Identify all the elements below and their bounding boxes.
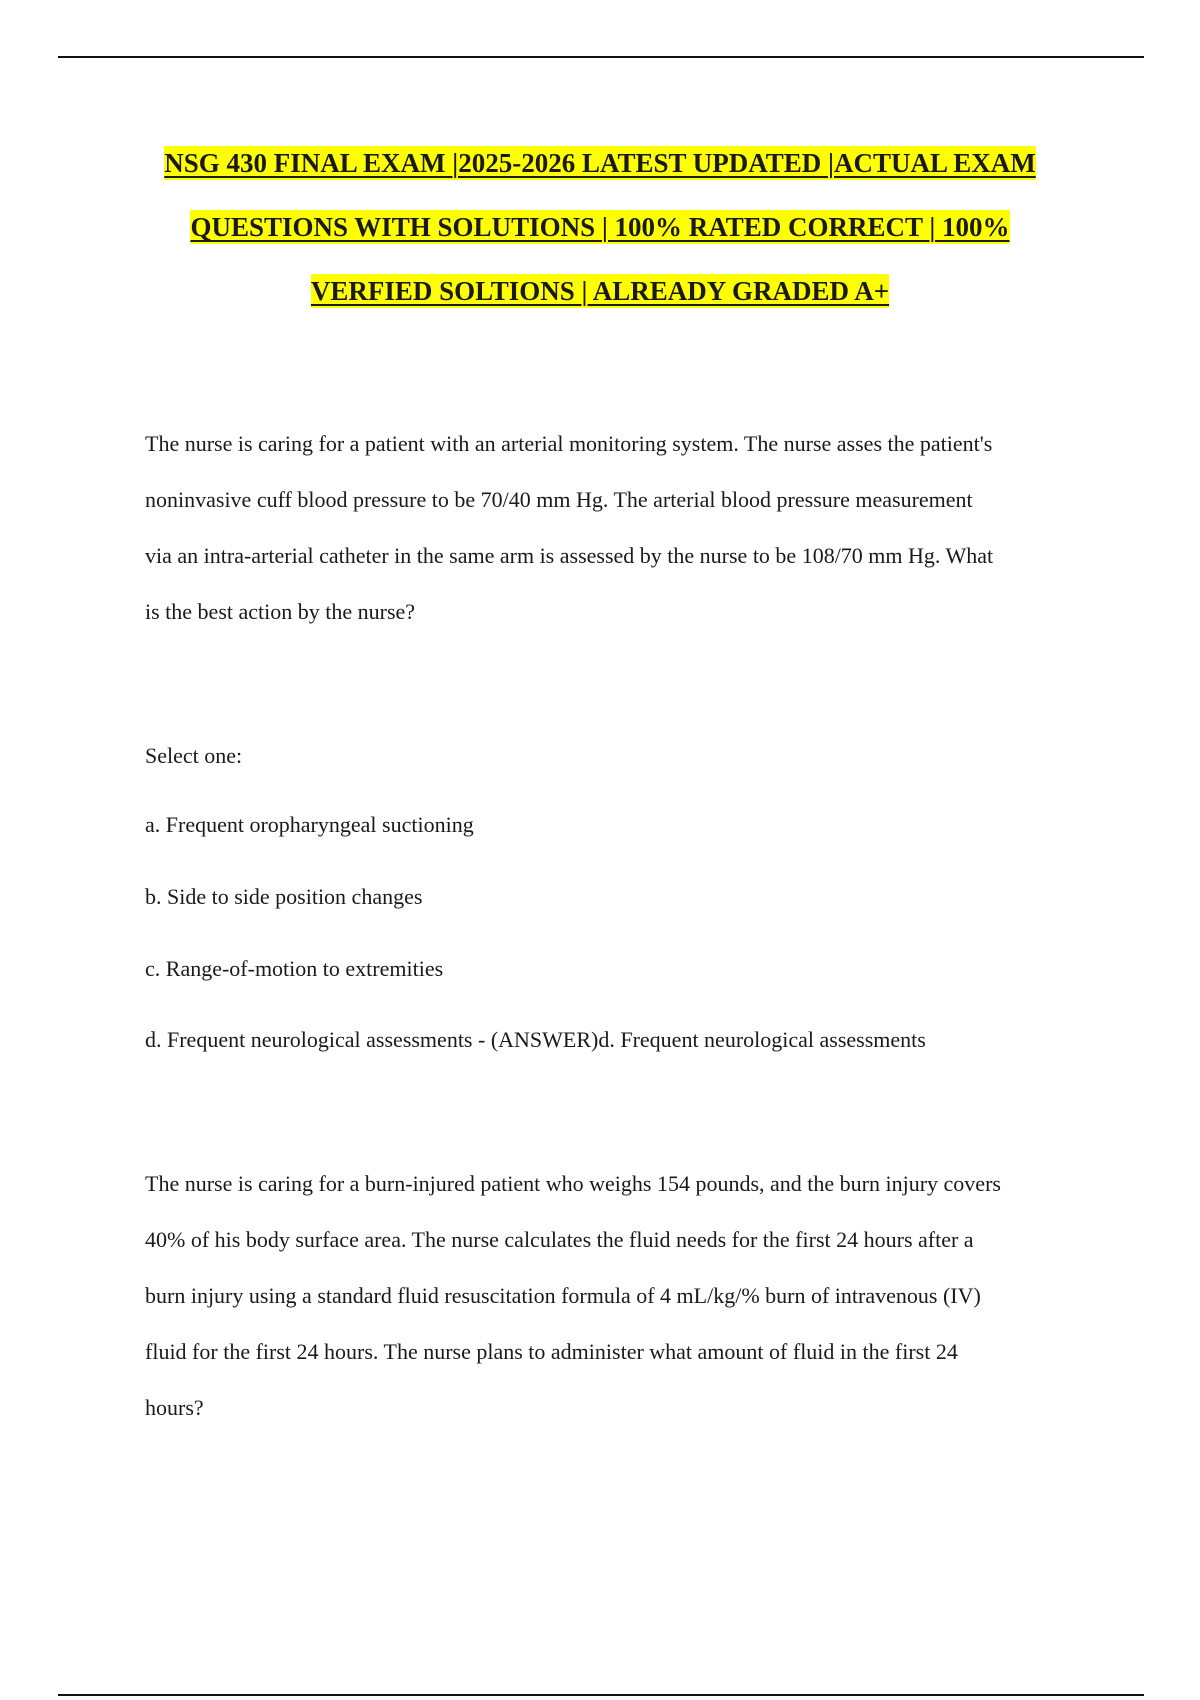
question-1-option-d: d. Frequent neurological assessments - (ANSWER)d. Frequent neurological assessments [145, 1027, 926, 1052]
question-1-select-label: Select one: [145, 743, 243, 768]
question-2-stem-line: The nurse is caring for a burn-injured patient who weighs 154 pounds, and the burn injury covers [145, 1171, 1001, 1196]
question-1-stem-line: is the best action by the nurse? [145, 599, 416, 624]
question-1-option-b: b. Side to side position changes [145, 884, 423, 909]
title-line-3: VERFIED SOLTIONS | ALREADY GRADED A+ [310, 276, 890, 306]
question-2-stem-line: burn injury using a standard fluid resuscitation formula of 4 mL/kg/% burn of intravenous (IV) [145, 1283, 981, 1308]
title-line-1: NSG 430 FINAL EXAM |2025-2026 LATEST UPDATED |ACTUAL EXAM [164, 148, 1036, 178]
question-1-option-a: a. Frequent oropharyngeal suctioning [145, 812, 474, 837]
question-1-stem-line: The nurse is caring for a patient with an arterial monitoring system. The nurse asses the patient's [145, 431, 993, 456]
document-title [100, 140, 1100, 332]
question-2-stem-line: fluid for the first 24 hours. The nurse plans to administer what amount of fluid in the first 24 [145, 1339, 958, 1364]
question-2-stem-line: hours? [145, 1395, 204, 1420]
question-1-stem [145, 416, 1105, 640]
title-line-2: QUESTIONS WITH SOLUTIONS | 100% RATED CORRECT | 100% [190, 212, 1010, 242]
question-2-stem-line: 40% of his body surface area. The nurse calculates the fluid needs for the first 24 hours after a [145, 1227, 974, 1252]
question-1-option-c: c. Range-of-motion to extremities [145, 956, 444, 981]
question-1-stem-line: via an intra-arterial catheter in the same arm is assessed by the nurse to be 108/70 mm Hg. What [145, 543, 994, 568]
bottom-rule [58, 1694, 1144, 1696]
top-rule [58, 56, 1144, 58]
question-2-stem [145, 1156, 1105, 1436]
question-1-stem-line: noninvasive cuff blood pressure to be 70/40 mm Hg. The arterial blood pressure measurement [145, 487, 973, 512]
